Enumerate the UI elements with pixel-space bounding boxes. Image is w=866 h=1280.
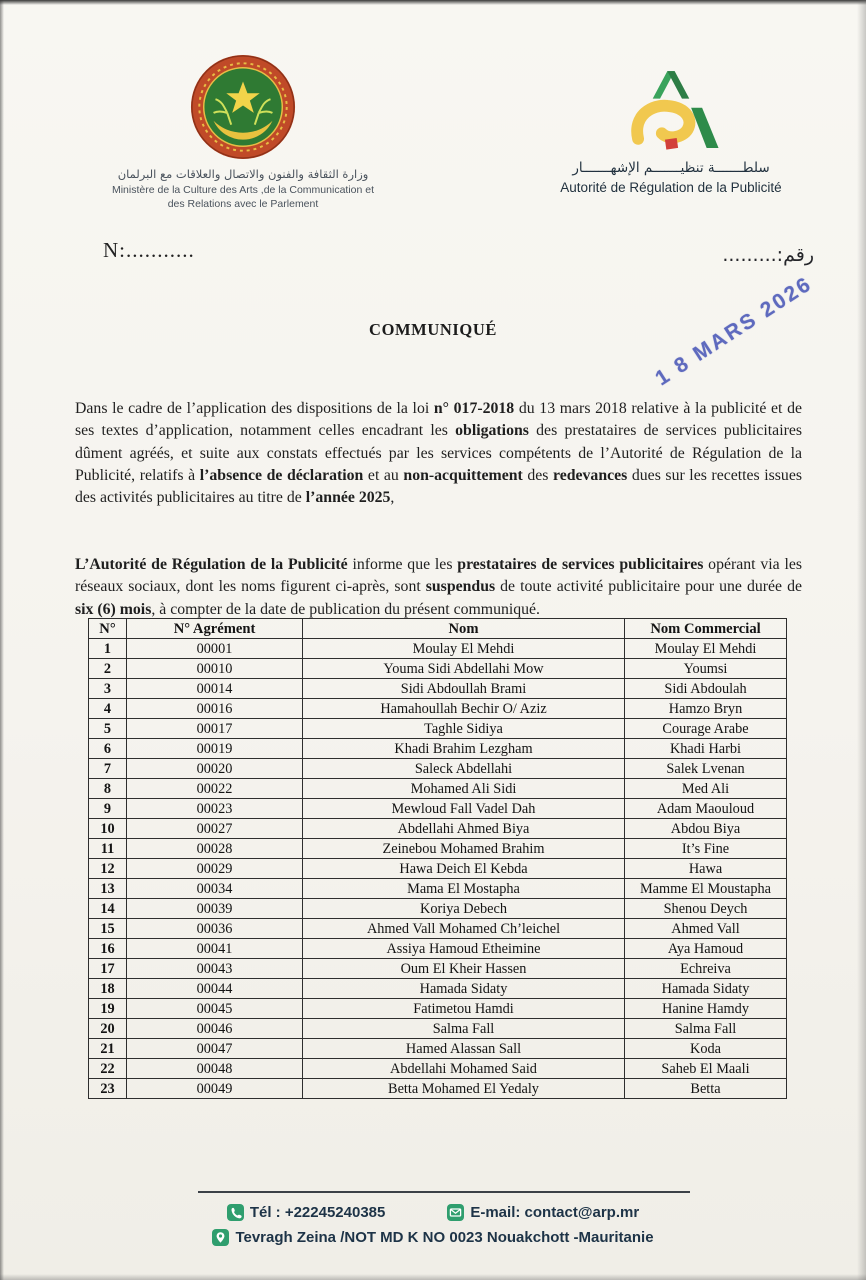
table-cell: 00023 xyxy=(127,799,303,819)
table-cell: Adam Maouloud xyxy=(625,799,787,819)
table-cell: 00041 xyxy=(127,939,303,959)
table-cell: Youma Sidi Abdellahi Mow xyxy=(303,659,625,679)
scan-edge-bottom xyxy=(0,1274,866,1280)
body-paragraph-1 xyxy=(75,398,802,510)
table-cell: Koriya Debech xyxy=(303,899,625,919)
table-cell: 8 xyxy=(89,779,127,799)
text: du 13 mars 2018 relative à la publicité et de ses textes d’application, notamment celles encadrant les xyxy=(75,399,802,440)
column-header: Nom xyxy=(303,619,625,639)
arp-logo-icon xyxy=(607,62,735,158)
table-cell: Ahmed Vall xyxy=(625,919,787,939)
reference-number-field: N:........... xyxy=(103,238,195,262)
table-cell: 13 xyxy=(89,879,127,899)
table-cell: 00039 xyxy=(127,899,303,919)
table-cell: Assiya Hamoud Etheimine xyxy=(303,939,625,959)
text: informe que les xyxy=(347,555,458,573)
table-cell: Abdellahi Ahmed Biya xyxy=(303,819,625,839)
table-cell: Shenou Deych xyxy=(625,899,787,919)
ministry-name-arabic: وزارة الثقافة والفنون والاتصال والعلاقات مع البرلمان xyxy=(117,167,369,181)
bold-text: n° 017-2018 xyxy=(433,399,515,417)
table-cell: Betta Mohamed El Yedaly xyxy=(303,1079,625,1099)
ministry-french-line1: Ministère de la Culture des Arts ,de la Communication et xyxy=(111,184,375,196)
table-cell: Salma Fall xyxy=(303,1019,625,1039)
table-cell: Betta xyxy=(625,1079,787,1099)
table-row xyxy=(89,819,787,839)
bold-text: redevances xyxy=(553,467,628,485)
text: , à compter de la date de publication du présent communiqué. xyxy=(151,600,541,618)
table-cell: Hanine Hamdy xyxy=(625,999,787,1019)
table-cell: Hamada Sidaty xyxy=(303,979,625,999)
table-cell: Khadi Brahim Lezgham xyxy=(303,739,625,759)
table-cell: 00047 xyxy=(127,1039,303,1059)
column-header: N° Agrément xyxy=(127,619,303,639)
table-cell: 00029 xyxy=(127,859,303,879)
table-cell: 00010 xyxy=(127,659,303,679)
table-cell: Koda xyxy=(625,1039,787,1059)
suspension-table xyxy=(88,618,787,1099)
table-row xyxy=(89,779,787,799)
table-cell: 00017 xyxy=(127,719,303,739)
table-cell: 6 xyxy=(89,739,127,759)
footer-contact-line xyxy=(0,1204,866,1221)
table-row xyxy=(89,719,787,739)
table-cell: 00046 xyxy=(127,1019,303,1039)
text: , xyxy=(390,489,395,507)
bold-text: six (6) mois xyxy=(75,600,152,618)
table-cell: 5 xyxy=(89,719,127,739)
table-cell: Saheb El Maali xyxy=(625,1059,787,1079)
table-row xyxy=(89,679,787,699)
table-cell: 00044 xyxy=(127,979,303,999)
table-cell: Ahmed Vall Mohamed Ch’leichel xyxy=(303,919,625,939)
table-cell: Hamzo Bryn xyxy=(625,699,787,719)
table-row xyxy=(89,699,787,719)
table-row xyxy=(89,999,787,1019)
table-cell: Hamahoullah Bechir O/ Aziz xyxy=(303,699,625,719)
table-cell: 10 xyxy=(89,819,127,839)
table-body xyxy=(89,639,787,1099)
table-cell: 00020 xyxy=(127,759,303,779)
table-cell: 9 xyxy=(89,799,127,819)
text: dues sur les recettes issues des activités publicitaires au titre de xyxy=(75,467,802,507)
table-cell: 00016 xyxy=(127,699,303,719)
table-row xyxy=(89,859,787,879)
table-cell: Hawa xyxy=(625,859,787,879)
table-cell: 00049 xyxy=(127,1079,303,1099)
scan-edge-top xyxy=(0,0,866,5)
table-row xyxy=(89,1079,787,1099)
table-cell: 00028 xyxy=(127,839,303,859)
table-row xyxy=(89,1019,787,1039)
scan-edge-left xyxy=(0,0,4,1280)
table-cell: 3 xyxy=(89,679,127,699)
table-cell: Oum El Kheir Hassen xyxy=(303,959,625,979)
text: opérant via les réseaux sociaux, dont les noms figurent ci-après, sont xyxy=(75,555,802,596)
column-header: Nom Commercial xyxy=(625,619,787,639)
table-cell: Salek Lvenan xyxy=(625,759,787,779)
table-cell: Mohamed Ali Sidi xyxy=(303,779,625,799)
table-cell: 00019 xyxy=(127,739,303,759)
table-cell: 16 xyxy=(89,939,127,959)
table-row xyxy=(89,879,787,899)
table-cell: Sidi Abdoullah Brami xyxy=(303,679,625,699)
table-cell: Khadi Harbi xyxy=(625,739,787,759)
arp-name-french: Autorité de Régulation de la Publicité xyxy=(560,180,782,195)
table-cell: 00027 xyxy=(127,819,303,839)
table-cell: Youmsi xyxy=(625,659,787,679)
table-cell: 00048 xyxy=(127,1059,303,1079)
table-cell: Aya Hamoud xyxy=(625,939,787,959)
table-cell: 11 xyxy=(89,839,127,859)
table-cell: 15 xyxy=(89,919,127,939)
table-cell: Hawa Deich El Kebda xyxy=(303,859,625,879)
page-title: COMMUNIQUÉ xyxy=(369,320,497,339)
text: et au xyxy=(363,467,404,485)
footer-phone xyxy=(227,1204,386,1221)
bold-text: L’Autorité de Régulation de la Publicité xyxy=(75,555,348,573)
table-cell: 2 xyxy=(89,659,127,679)
arp-name-arabic: سلطـــــــة تنظيـــــــم الإشهـــــــار xyxy=(572,160,770,176)
text: Dans le cadre de l’application des dispositions de la loi xyxy=(75,399,434,417)
footer-address xyxy=(212,1229,653,1246)
table-cell: 00014 xyxy=(127,679,303,699)
table-row xyxy=(89,959,787,979)
table-cell: Hamada Sidaty xyxy=(625,979,787,999)
bold-text: obligations xyxy=(455,422,529,440)
table-cell: Taghle Sidiya xyxy=(303,719,625,739)
body-paragraph-2 xyxy=(75,554,802,621)
table-cell: Fatimetou Hamdi xyxy=(303,999,625,1019)
text: de toute activité publicitaire pour une durée de xyxy=(495,578,802,596)
table-cell: Abdou Biya xyxy=(625,819,787,839)
table-row xyxy=(89,1039,787,1059)
table-row xyxy=(89,739,787,759)
table-row xyxy=(89,839,787,859)
footer-divider xyxy=(198,1191,690,1193)
table-cell: Moulay El Mehdi xyxy=(303,639,625,659)
table-cell: Mamme El Moustapha xyxy=(625,879,787,899)
table-cell: 1 xyxy=(89,639,127,659)
footer-address-label: Tevragh Zeina /NOT MD K NO 0023 Nouakchott -Mauritanie xyxy=(235,1229,654,1246)
bold-text: non-acquittement xyxy=(403,467,523,485)
table-cell: 7 xyxy=(89,759,127,779)
mauritania-ministry-seal-icon xyxy=(188,52,298,162)
email-icon xyxy=(447,1204,464,1221)
table-cell: Sidi Abdoulah xyxy=(625,679,787,699)
table-cell: 00045 xyxy=(127,999,303,1019)
table-cell: Saleck Abdellahi xyxy=(303,759,625,779)
phone-icon xyxy=(227,1204,244,1221)
table-cell: 12 xyxy=(89,859,127,879)
table-cell: 14 xyxy=(89,899,127,919)
table-row xyxy=(89,979,787,999)
table-cell: Hamed Alassan Sall xyxy=(303,1039,625,1059)
table-cell: 23 xyxy=(89,1079,127,1099)
table-row xyxy=(89,1059,787,1079)
table-cell: 19 xyxy=(89,999,127,1019)
table-cell: 00043 xyxy=(127,959,303,979)
table-cell: 20 xyxy=(89,1019,127,1039)
table-cell: Abdellahi Mohamed Said xyxy=(303,1059,625,1079)
table-cell: It’s Fine xyxy=(625,839,787,859)
table-cell: Mama El Mostapha xyxy=(303,879,625,899)
table-cell: 22 xyxy=(89,1059,127,1079)
ministry-header-block xyxy=(88,52,398,211)
table-cell: Salma Fall xyxy=(625,1019,787,1039)
table-row xyxy=(89,939,787,959)
table-cell: Zeinebou Mohamed Brahim xyxy=(303,839,625,859)
bold-text: suspendus xyxy=(425,578,496,596)
table-row xyxy=(89,659,787,679)
table-row xyxy=(89,639,787,659)
table-cell: Echreiva xyxy=(625,959,787,979)
bold-text: l’année 2025 xyxy=(305,489,391,507)
table-row xyxy=(89,919,787,939)
table-row xyxy=(89,759,787,779)
table-cell: 4 xyxy=(89,699,127,719)
scan-edge-right xyxy=(857,0,866,1280)
table-cell: 00001 xyxy=(127,639,303,659)
bold-text: prestataires de services publicitaires xyxy=(457,555,704,573)
table-cell: 17 xyxy=(89,959,127,979)
table-cell: 00034 xyxy=(127,879,303,899)
footer-phone-label: Tél : +22245240385 xyxy=(249,1204,386,1221)
ministry-name-french xyxy=(88,184,398,211)
ministry-french-line2: des Relations avec le Parlement xyxy=(167,197,319,210)
footer-email xyxy=(447,1204,639,1221)
table-cell: Mewloud Fall Vadel Dah xyxy=(303,799,625,819)
table-row xyxy=(89,899,787,919)
text: des xyxy=(522,467,553,485)
table-cell: 00036 xyxy=(127,919,303,939)
table-cell: Med Ali xyxy=(625,779,787,799)
footer-email-label: E-mail: contact@arp.mr xyxy=(470,1204,640,1221)
table-cell: 21 xyxy=(89,1039,127,1059)
text: des prestataires de services publicitaires dûment agréés, et suite aux constats effectués par les services compétents de l’Autorité de Régulation de la Publicité, relatifs à xyxy=(75,422,802,485)
date-stamp: 1 8 MARS 2026 xyxy=(651,272,817,391)
table-header-row xyxy=(89,619,787,639)
table-cell: 00022 xyxy=(127,779,303,799)
reference-number-field-arabic: رقم:......... xyxy=(722,244,814,266)
location-pin-icon xyxy=(212,1229,229,1246)
column-header: N° xyxy=(89,619,127,639)
table-cell: Courage Arabe xyxy=(625,719,787,739)
table-cell: 18 xyxy=(89,979,127,999)
bold-text: l’absence de déclaration xyxy=(199,467,364,485)
table-cell: Moulay El Mehdi xyxy=(625,639,787,659)
footer-address-line xyxy=(0,1229,866,1246)
table-row xyxy=(89,799,787,819)
arp-header-block xyxy=(531,62,811,195)
